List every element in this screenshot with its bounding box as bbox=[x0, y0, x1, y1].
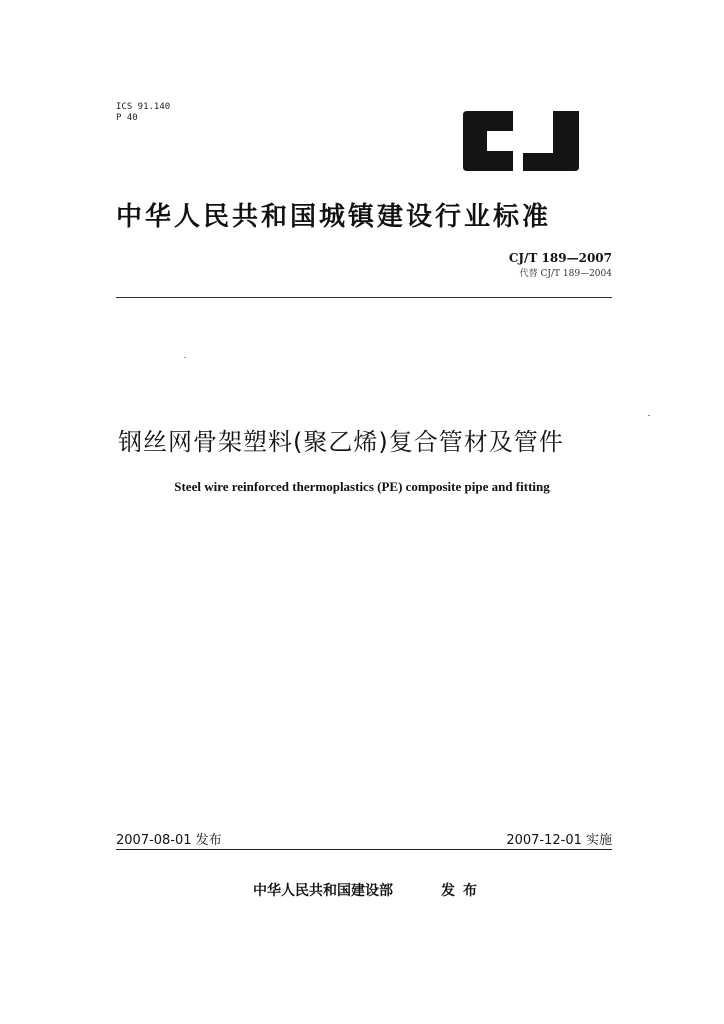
publisher-name: 中华人民共和国建设部 bbox=[253, 883, 393, 899]
bottom-divider bbox=[116, 849, 612, 850]
title-chinese: 钢丝网骨架塑料(聚乙烯)复合管材及管件 bbox=[118, 428, 564, 456]
classification-codes bbox=[116, 102, 170, 124]
publish-label: 发布 bbox=[441, 883, 485, 899]
replaces-standard: 代替 CJ/T 189—2004 bbox=[519, 269, 612, 279]
ics-code: ICS 91.140 bbox=[116, 102, 171, 112]
cj-logo bbox=[461, 111, 581, 171]
cj-logo-letter-j bbox=[523, 111, 579, 171]
issue-date: 2007-08-01 发布 bbox=[116, 833, 222, 848]
top-divider bbox=[116, 297, 612, 298]
standard-number: CJ/T 189—2007 bbox=[508, 251, 612, 265]
title-english: Steel wire reinforced thermoplastics (PE) composite pipe and fitting bbox=[174, 479, 550, 494]
cj-logo-letter-c bbox=[463, 111, 513, 171]
issuer-title: 中华人民共和国城镇建设行业标准 bbox=[116, 202, 552, 232]
category-code: P 40 bbox=[116, 113, 138, 123]
scan-speck bbox=[184, 357, 186, 358]
implementation-date: 2007-12-01 实施 bbox=[506, 833, 612, 848]
scan-speck bbox=[648, 415, 650, 416]
